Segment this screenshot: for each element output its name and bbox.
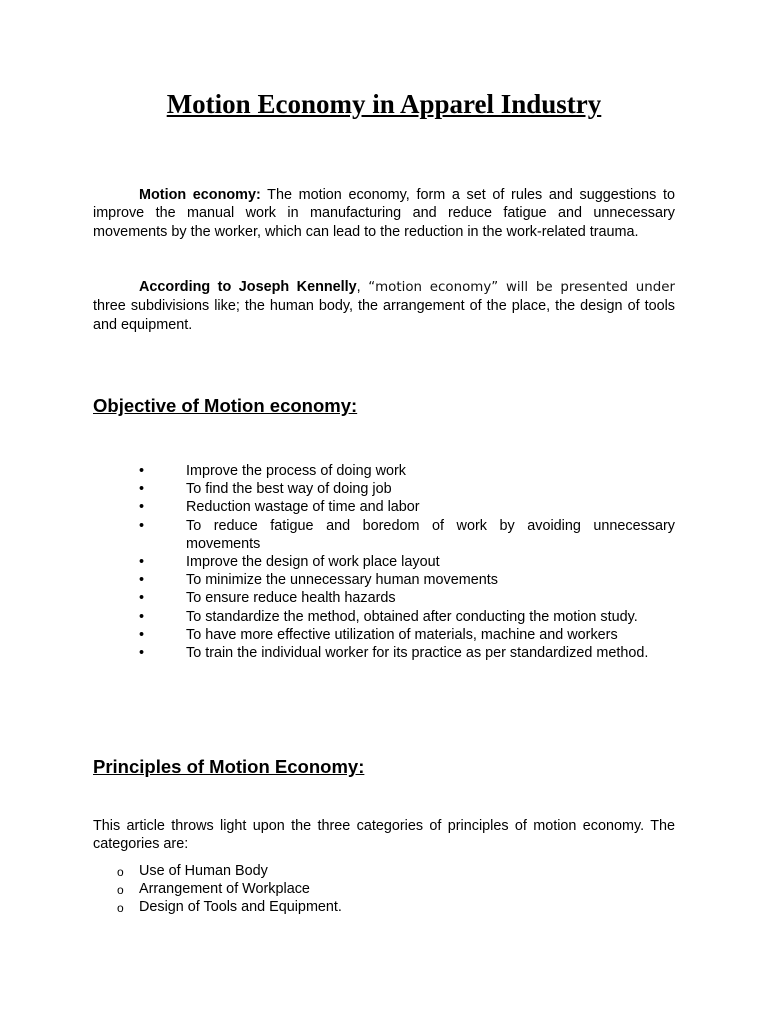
objective-item-text: To ensure reduce health hazards (186, 590, 396, 607)
objective-item (93, 462, 675, 480)
objective-list (93, 462, 675, 662)
objective-item-text: To standardize the method, obtained after conducting the motion study. (186, 608, 638, 625)
objective-item-text: Reduction wastage of time and labor (186, 499, 420, 516)
kennelly-quote: “motion economy” will be presented under (368, 280, 676, 295)
objective-item-text: To train the individual worker for its practice as per standardized method. (186, 645, 649, 662)
principle-item-text: Design of Tools and Equipment. (139, 899, 342, 916)
bullet-marker: • (139, 517, 145, 534)
bullet-marker: • (139, 481, 145, 498)
objective-item (93, 498, 675, 516)
bullet-marker: • (139, 590, 145, 607)
kennelly-comma: , (356, 279, 369, 295)
bullet-marker: • (139, 554, 145, 571)
objective-item-text: Improve the design of work place layout (186, 554, 440, 571)
bullet-marker: • (139, 463, 145, 479)
objective-item (93, 480, 675, 498)
objective-item (93, 644, 675, 662)
objective-item-text: To find the best way of doing job (186, 481, 392, 498)
kennelly-text: three subdivisions like; the human body, the arrangement of the place, the design of tools and equipment. (93, 298, 675, 333)
principle-item-text: Arrangement of Workplace (139, 881, 310, 898)
principles-intro: This article throws light upon the three categories of principles of motion economy. The categories are: (93, 818, 675, 853)
bullet-marker: • (139, 572, 145, 589)
bullet-marker: • (139, 608, 145, 625)
objective-item (93, 626, 675, 644)
bullet-marker: • (139, 499, 145, 516)
principle-item (93, 898, 675, 916)
objective-item (93, 517, 675, 553)
circle-marker: o (117, 901, 124, 916)
circle-marker: o (117, 865, 124, 879)
bullet-marker: • (139, 626, 145, 643)
bullet-marker: • (139, 645, 145, 662)
circle-marker: o (117, 883, 124, 898)
objective-item (93, 608, 675, 626)
principles-list (93, 862, 675, 917)
objective-item (93, 553, 675, 571)
kennelly-lead: According to Joseph Kennelly (139, 279, 357, 295)
principles-heading: Principles of Motion Economy: (93, 756, 365, 777)
kennelly-paragraph (93, 278, 675, 334)
objective-item-text: To reduce fatigue and boredom of work by avoiding unnecessary movements (186, 517, 675, 552)
intro-paragraph (93, 186, 675, 241)
objective-item (93, 589, 675, 607)
intro-text: The motion economy, form a set of rules and suggestions to improve the manual work in manufacturing and reduce fatigue and unnecessary movements by the worker, which can lead to the reduction in the work-related trauma. (93, 187, 675, 240)
principle-item-text: Use of Human Body (139, 863, 268, 879)
objective-item-text: To minimize the unnecessary human movements (186, 572, 498, 589)
objective-heading: Objective of Motion economy: (93, 395, 358, 416)
objective-item-text: To have more effective utilization of materials, machine and workers (186, 626, 618, 643)
document-title: Motion Economy in Apparel Industry (166, 89, 602, 119)
principle-item (93, 880, 675, 898)
objective-item-text: Improve the process of doing work (186, 463, 406, 479)
intro-lead: Motion economy: (139, 187, 261, 203)
objective-item (93, 571, 675, 589)
principle-item (93, 862, 675, 880)
